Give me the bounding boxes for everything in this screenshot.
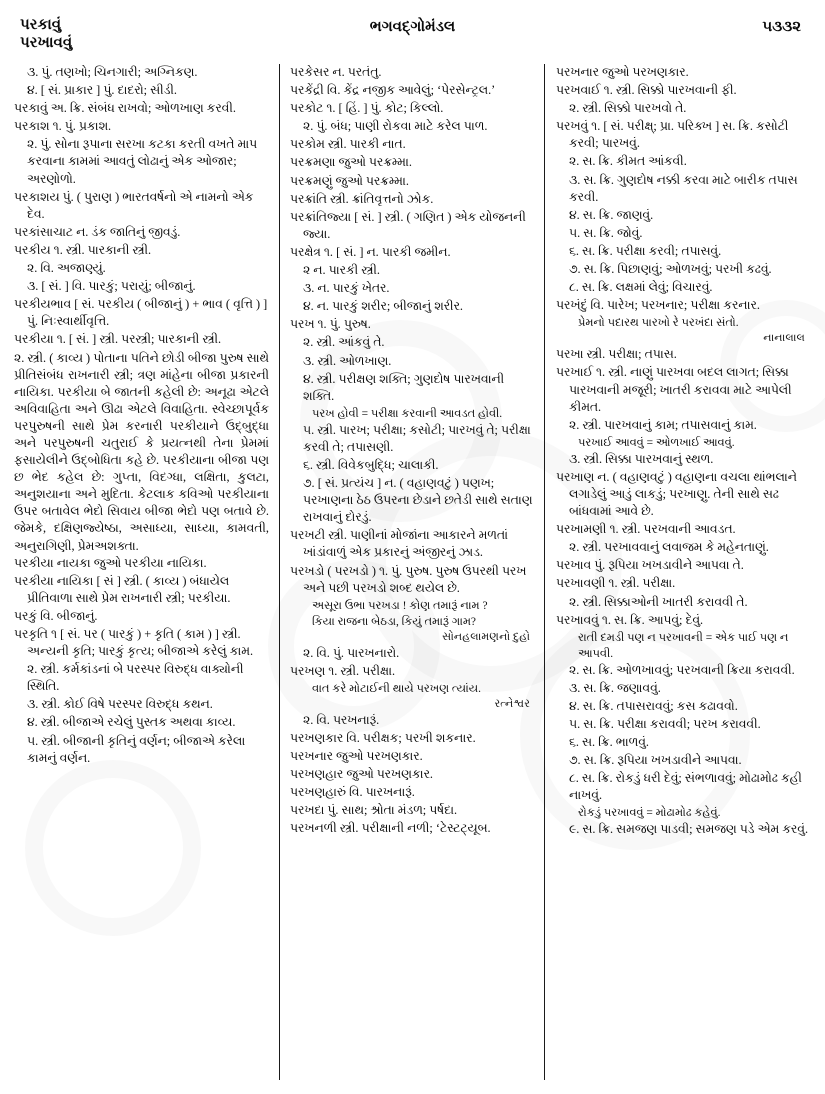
sense-definition: ૨. વિ. અજાણ્યું.	[27, 261, 106, 276]
sense-definition: ૫. સ. ક્રિ. જોવું.	[569, 225, 643, 240]
dictionary-entry: પરકીય ૧. સ્ત્રી. પારકાની સ્ત્રી.	[14, 242, 152, 257]
quotation-attribution: સોનહલામણનો દુહો	[442, 630, 530, 643]
dictionary-entry: પરકોટ ૧. [ હિં. ] પું. કોટ; કિલ્લો.	[290, 101, 444, 116]
sense-definition: ૩. ન. પારકું ખેતર.	[303, 281, 390, 296]
dictionary-entry: પરકાવું અ. ક્રિ. સંબંધ રાખવો; ઓળખાણ કરવી.	[14, 101, 236, 116]
sense-definition: ૫. સ્ત્રી. બીજાની કૃતિનું વર્ણન; બીજાએ કરેલા કામનું વર્ણન.	[27, 733, 246, 765]
entry-paragraph: ૨. સ્ત્રી. ( કાવ્ય ) પોતાના પતિને છોડી બીજા પુરુષ સાથે પ્રીતિસંબંધ રાખનારી સ્ત્રી; ત્રણ માંહેના બીજા પ્રકારની નાયિકા. પરકીયા બે જાતની કહેલી છે: અનૂઢા એટલે અવિવાહિતા અને ઊઢા એટલે વિવાહિતા. સ્વેચ્છાપૂર્વક પરપુરુષની સાથે પ્રેમ કરનારી પરકીયાને ઉદ્બુદ્ધા અને પરપુરુષની ચતુરાઈ કે પ્રયત્નથી તેના પ્રેમમાં ફસાયેલીને ઉદ્બોધિતા કહે છે. પરકીયાના બીજા પણ છ ભેદ કહેલ છે: ગુપ્તા, વિદગ્ધા, લક્ષિતા, કુલટા, અનુશયાના અને મુદિતા. કેટલાક કવિઓ પરકીયાના ઉપર બતાવેલ ભેદો સિવાય બીજા ભેદો પણ બતાવે છે. જેમકે, દક્ષિણજ્યેષ્ઠા, અસાધ્યા, સાધ્યા, કામવતી, અનુરાગિણી, પ્રેમઅશક્તા.	[14, 350, 269, 553]
dictionary-entry: પરકાશય પું. ( પુરાણ ) ભારતવર્ષનો એ નામનો એક દેવ.	[14, 189, 254, 221]
dictionary-entry: પરખામણી ૧. સ્ત્રી. પરખવાની આવડત.	[556, 522, 736, 537]
dictionary-entry: પરખણ ૧. સ્ત્રી. પરીક્ષા.	[290, 663, 396, 678]
sense-definition: ૭. સ. ક્રિ. પિછાણવું; ઓળખવું; પરખી કઢવું.	[569, 262, 772, 277]
sense-definition: ૪. સ્ત્રી. બીજાએ રચેલું પુસ્તક અથવા કાવ્ય.	[27, 715, 236, 730]
dictionary-entry: પરખનળી સ્ત્રી. પરીક્ષાની નળી; ‘ટેસ્ટટ્યૂબ.	[290, 821, 491, 836]
column-3	[544, 64, 809, 1080]
dictionary-entry: પરકીયા નાયિકા [ સં ] સ્ત્રી. ( કાવ્ય ) બંધાયેલ પ્રીતિવાળા સાથે પ્રેમ રાખનારી સ્ત્રી; પરકીયા.	[14, 573, 231, 605]
example-quotation: પરખ હોવી = પરીક્ષા કરવાની આવડત હોવી.	[312, 407, 503, 420]
sense-definition: ૪. સ્ત્રી. પરીક્ષણ શક્તિ; ગુણદોષ પારખવાની શક્તિ.	[303, 371, 505, 403]
sense-definition: ૩. સ્ત્રી. ઓળખાણ.	[303, 353, 392, 368]
dictionary-entry: પરકીયભાવ [ સં. પરકીય ( બીજાનું ) + ભાવ ( વૃત્તિ ) ] પું. નિઃસ્વાર્થીવૃત્તિ.	[14, 297, 268, 329]
dictionary-entry: પરખાઈ ૧. સ્ત્રી. નાણું પારખવા બદલ લાગત; સિક્કા પારખવાની મજૂરી; ખાતરી કરાવવા માટે આપેલી કીમત.	[556, 365, 792, 414]
dictionary-entry: પરખ ૧. પું. પુરુષ.	[290, 317, 371, 332]
sense-definition: ૪. સ. ક્રિ. જાણવું.	[569, 207, 654, 222]
sense-definition: ૬. સ. ક્રિ. પરીક્ષા કરવી; તપાસવું.	[569, 243, 722, 258]
dictionary-entry: પરકું વિ. બીજાનું.	[14, 608, 98, 623]
dictionary-entry: પરકોમ સ્ત્રી. પારકી નાત.	[290, 137, 406, 152]
example-quotation: રોકડું પરખાવવું = મોઢામોઢ કહેવું.	[578, 807, 721, 820]
sense-definition: ૪. સ. ક્રિ. તપાસરાવવું; કસ કઢાવવો.	[569, 698, 738, 713]
example-quotation: કિયા રાજના બેઠડા, કિયું તમારૂં ગામ?	[312, 615, 476, 628]
example-quotation: પરખાઈ આવવું = ઓળખાઈ આવવું.	[578, 436, 735, 449]
dictionary-entry: પરક્રાંતિ સ્ત્રી. ક્રાંતિવૃત્તનો ઝોક.	[290, 191, 434, 206]
sense-definition: ૨. વિ. પું. પારખનારો.	[303, 645, 400, 660]
example-quotation: વાત કરે મોટાઈની થાયે પરખણ ત્યાંય.	[312, 682, 481, 695]
sense-definition: ૬. સ. ક્રિ. ભાળવું.	[569, 735, 649, 750]
sense-definition: ૩. સ્ત્રી. સિક્કા પારખવાનું સ્થળ.	[569, 451, 714, 466]
dictionary-entry: પરકાંસાચાટ ન. ડંક જાતિનું જીવડું.	[14, 224, 181, 239]
sense-definition: ૩. [ સં. ] વિ. પારકું; પરાયું; બીજાનું.	[27, 279, 196, 294]
dictionary-entry: પરખણકાર વિ. પરીક્ષક; પરખી શકનાર.	[290, 731, 476, 745]
book-title: ભગવદ્ગોમંડલ	[369, 18, 456, 35]
page-header	[14, 16, 811, 62]
dictionary-entry: પરક્ષેત્ર ૧. [ સં. ] ન. પારકી જમીન.	[290, 244, 451, 259]
dictionary-entry: પરક્રાંતિજ્યા [ સં. ] સ્ત્રી. ( ગણિત ) એક યોજનની જ્યા.	[290, 209, 526, 241]
dictionary-entry: પરકીયા ૧. [ સં. ] સ્ત્રી. પરસ્ત્રી; પારકાની સ્ત્રી.	[14, 332, 222, 347]
sense-definition: ૮. સ. ક્રિ. રોકડું ધરી દેવું; સંભળાવવું; મોઢામોઢ કહી નાખવું.	[569, 771, 802, 803]
quotation-attribution: રત્નેશ્વર	[494, 697, 530, 710]
sense-definition: ૬. સ્ત્રી. વિવેકબુદ્ધિ; ચાલાકી.	[303, 457, 439, 472]
dictionary-entry: પરકીયા નાયકા જુઓ પરકીયા નાયિકા.	[14, 555, 207, 570]
guide-word-first: પરકાવું	[20, 16, 62, 33]
dictionary-entry: પરખનાર જુઓ પરખણકાર.	[556, 65, 689, 79]
dictionary-entry: પરક્રમણા જુઓ પરક્રમ્મા.	[290, 155, 412, 170]
sense-definition: ૮. સ. ક્રિ. લક્ષમાં લેવું; વિચારવું.	[569, 280, 713, 295]
sense-definition: ૫. સ. ક્રિ. પરીક્ષા કરાવવી; પરખ કરાવવી.	[569, 717, 761, 731]
sense-definition: ૯. સ. ક્રિ. સમજણ પાડવી; સમજણ પડે એમ કરવું.	[569, 822, 809, 837]
dictionary-entry: પરખટી સ્ત્રી. પાણીનાં મોજાંના આકારને મળતાં ખાંડાંવાળું એક પ્રકારનું અંજીરનું ઝાડ.	[290, 528, 509, 560]
dictionary-entry: પરખવું ૧. [ સં. પરીક્ષ્; પ્રા. પરિક્ખ ] સ. ક્રિ. કસોટી કરવી; પારખવું.	[556, 119, 789, 151]
dictionary-entry: પરક્રમણું જુઓ પરક્રમ્મા.	[290, 173, 409, 188]
sense-definition: ૩. સ. ક્રિ. જણાવવું.	[569, 680, 661, 695]
column-2	[279, 64, 544, 1080]
sense-definition: ૭. સ. ક્રિ. રૂપિયા ખખડાવીને આપવા.	[569, 753, 742, 768]
sense-definition: ૭. [ સં. પ્રત્યંચ ] ન. ( વહાણવટું ) પણખ; પરખાણના ઠેઠ ઉપરના છેડાને છતેડી સાથે સતાણ રાખવાનું દોરડું.	[303, 476, 533, 525]
sense-definition: ૩. સ્ત્રી. કોઈ વિષે પરસ્પર વિરુદ્ધ કથન.	[27, 697, 213, 712]
example-quotation: પ્રેમનો પદારથ પારખો રે પરખંદા સંતો.	[578, 317, 739, 330]
dictionary-entry: પરખાવણી ૧. સ્ત્રી. પરીક્ષા.	[556, 576, 676, 591]
sense-definition: ૪. [ સં. પ્રાકાર ] પું. દાદરો; સીડી.	[27, 83, 177, 98]
guide-word-last: પરખાવવું	[20, 34, 73, 51]
dictionary-entry: પરખાણ ન. ( વહાણવટું ) વહાણના વચલા થાંભલાને લગાડેલું આડું લાકડું; પરખાણુ. તેની સાથે સઢ બાંધવામાં આવે છે.	[556, 469, 797, 519]
sense-definition: ૨. સ્ત્રી. સિક્કો પારખવો તે.	[569, 101, 687, 116]
example-quotation: અસૂરા ઉભા પરખડા ! કોણ તમારૂં નામ ?	[312, 599, 488, 612]
dictionary-entry: પરખણહારું વિ. પારખનારૂં.	[290, 785, 415, 800]
sense-definition: ૫. સ્ત્રી. પારખ; પરીક્ષા; કસોટી; પારખવું તે; પરીક્ષા કરવી તે; તપાસણી.	[303, 422, 531, 454]
sense-definition: ૨. વિ. પરખનારૂં.	[303, 712, 380, 727]
dictionary-entry: પરકાશ ૧. પું. પ્રકાશ.	[14, 119, 112, 134]
sense-definition: ૨. સ્ત્રી. પરખાવવાનું લવાજમ કે મહેનતાણું.	[569, 540, 769, 555]
dictionary-entry: પરખવાઈ ૧. સ્ત્રી. સિક્કો પારખવાની ફી.	[556, 83, 737, 98]
sense-definition: ૨. સ્ત્રી. કર્મકાંડનાં બે પરસ્પર વિરુદ્ધ વાક્યોની સ્થિતિ.	[27, 662, 244, 694]
dictionary-entry: પરખાવવું ૧. સ. ક્રિ. આપવું; દેવું.	[556, 612, 704, 627]
dictionary-entry: પરખદા પું. સાથ; શ્રોતા મંડળ; પર્ષદા.	[290, 803, 458, 818]
page-number: ૫૩૩૨	[762, 18, 801, 35]
dictionary-entry: પરખા સ્ત્રી. પરીક્ષા; તપાસ.	[556, 347, 677, 362]
dictionary-entry: પરખંદું વિ. પારેખ; પરખનાર; પરીક્ષા કરનાર.	[556, 298, 760, 313]
quotation-attribution: નાનાલાલ	[763, 332, 805, 345]
text-columns	[14, 64, 811, 1080]
sense-definition: ૩. પું. તણખો; ચિનગારી; અગ્નિકણ.	[27, 65, 198, 79]
sense-definition: ૨. સ. ક્રિ. કીમત આંકવી.	[569, 154, 687, 169]
column-1	[14, 64, 279, 1080]
sense-definition: ૨. સ. ક્રિ. ઓળખાવવું; પરખવાની ક્રિયા કરાવવી.	[569, 662, 795, 677]
sense-definition: ૨. સ્ત્રી. સિક્કાઓની ખાતરી કરાવવી તે.	[569, 594, 748, 609]
sense-definition: ૩. સ. ક્રિ. ગુણદોષ નક્કી કરવા માટે બારીક તપાસ કરવી.	[569, 172, 798, 204]
example-quotation: રાતી દમડી પણ ન પરખાવની = એક પાઈ પણ ન આપવી.	[578, 631, 789, 660]
sense-definition: ૨. પું. બંધ; પાણી રોકવા માટે કરેલ પાળ.	[303, 119, 488, 134]
sense-definition: ૪. ન. પારકું શરીર; બીજાનું શરીર.	[303, 299, 464, 314]
dictionary-entry: પરકેસર ન. પરતંતુ.	[290, 65, 382, 79]
sense-definition: ૨. પું. સોના રૂપાના સરખા કટકા કરતી વખતે માપ કરવાના કામમાં આવતું લોઢાનું એક ઓજાર; અરણોળો.	[27, 137, 258, 186]
dictionary-entry: પરખણહાર જુઓ પરખણકાર.	[290, 767, 434, 782]
sense-definition: ૨ ન. પારકી સ્ત્રી.	[303, 263, 380, 278]
sense-definition: ૨. સ્ત્રી. આંકવું તે.	[303, 335, 385, 350]
dictionary-entry: પરકૃતિ ૧ [ સં. પર ( પારકું ) + કૃતિ ( કામ ) ] સ્ત્રી. અન્યની કૃતિ; પારકું કૃત્ય; બીજાએ કરેલું કામ.	[14, 627, 254, 659]
sense-definition: ૨. સ્ત્રી. પારખવાનું કામ; તપાસવાનું કામ.	[569, 417, 757, 432]
dictionary-entry: પરખાવ પું. રૂપિયા ખખડાવીને આપવા તે.	[556, 558, 744, 573]
dictionary-entry: પરખનાર જુઓ પરખણકાર.	[290, 749, 423, 764]
dictionary-entry: પરખડો ( પરખડો ) ૧. પું. પુરુષ. પુરુષ ઉપરથી પરખ અને પછી પરખડો શબ્દ થયેલ છે.	[290, 563, 527, 595]
dictionary-entry: પરકેંદ્રી વિ. કેંદ્ર નજીક આવેલું; ‘પેરસેન્ટ્રલ.’	[290, 83, 496, 98]
